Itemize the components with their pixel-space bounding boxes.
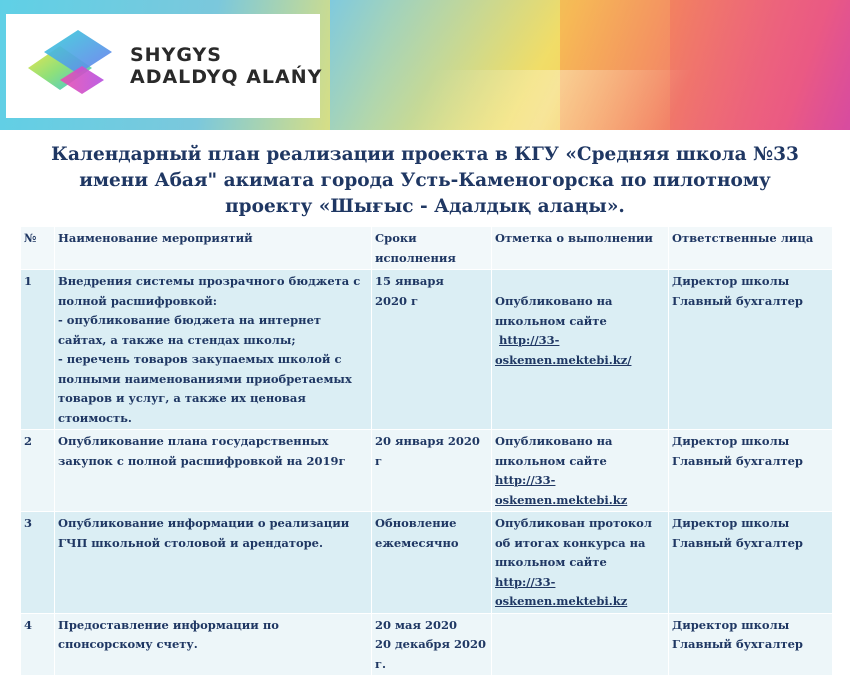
row-date-line: 15 января xyxy=(375,274,444,288)
row-resp-line: Главный бухгалтер xyxy=(672,453,803,468)
row-resp-line: Директор школы xyxy=(672,274,790,288)
row-resp-line: Директор школы xyxy=(672,617,790,632)
row-name xyxy=(55,270,372,430)
banner-highlight xyxy=(406,70,694,130)
row-resp xyxy=(669,613,833,676)
row-date-line: Обновление ежемесячно xyxy=(375,516,459,550)
row-mark-text: Опубликован протокол об итогах конкурса на школьном сайте xyxy=(495,516,652,569)
row-date-line: 20 января 2020 г xyxy=(375,434,480,468)
row-date xyxy=(372,512,492,614)
logo-line-1: SHYGYS xyxy=(130,44,222,66)
row-resp-line: Главный бухгалтер xyxy=(672,293,803,308)
row-name-line: Предоставление информации по спонсорскому счету. xyxy=(58,617,279,651)
calendar-plan-table xyxy=(20,226,833,676)
row-num: 1 xyxy=(21,270,55,430)
header-resp: Ответственные лица xyxy=(669,227,833,270)
row-num: 2 xyxy=(21,430,55,512)
row-name-line: Опубликование информации о реализации ГЧП школьной столовой и арендаторе. xyxy=(58,516,350,550)
logo-icon xyxy=(20,22,120,110)
logo xyxy=(6,14,323,118)
row-mark xyxy=(492,512,669,614)
row-mark xyxy=(492,270,669,430)
header-banner xyxy=(0,0,850,130)
table-header-row xyxy=(21,227,833,270)
row-mark-link[interactable]: http://33-oskemen.mektebi.kz/ xyxy=(495,333,632,367)
table-row xyxy=(21,270,833,430)
row-mark-link[interactable]: http://33-oskemen.mektebi.kz xyxy=(495,574,628,608)
row-resp xyxy=(669,270,833,430)
row-name-line: - перечень товаров закупаемых школой с полными наименованиями приобретаемых товаров и услуг, а также их ценовая стоимость. xyxy=(58,352,352,425)
row-name xyxy=(55,613,372,676)
row-date-line: 20 декабря 2020 г. xyxy=(375,637,486,671)
header-num: № xyxy=(21,227,55,270)
row-name xyxy=(55,512,372,614)
row-name-line: Внедрения системы прозрачного бюджета с полной расшифровкой: xyxy=(58,274,361,308)
row-name xyxy=(55,430,372,512)
header-name: Наименование мероприятий xyxy=(55,227,372,270)
row-num: 4 xyxy=(21,613,55,676)
row-resp-line: Директор школы xyxy=(672,434,790,448)
row-mark-text: Опубликовано на школьном сайте xyxy=(495,434,613,468)
row-resp-line: Главный бухгалтер xyxy=(672,535,803,550)
row-name-line: - опубликование бюджета на интернет сайтах, а также на стендах школы; xyxy=(58,313,322,347)
table-row xyxy=(21,512,833,614)
row-date-line: 2020 г xyxy=(375,293,419,308)
row-resp-line: Главный бухгалтер xyxy=(672,637,803,651)
row-date xyxy=(372,430,492,512)
row-name-line: Опубликование плана государственных закупок с полной расшифровкой на 2019г xyxy=(58,434,346,468)
row-resp xyxy=(669,512,833,614)
header-date: Сроки исполнения xyxy=(372,227,492,270)
row-date xyxy=(372,270,492,430)
row-mark xyxy=(492,613,669,676)
row-date xyxy=(372,613,492,676)
row-mark xyxy=(492,430,669,512)
row-mark-link[interactable]: http://33-oskemen.mektebi.kz xyxy=(495,473,628,507)
logo-wordmark xyxy=(130,44,322,88)
row-mark-text: Опубликовано на школьном сайте xyxy=(495,294,613,328)
row-num: 3 xyxy=(21,512,55,614)
row-resp-line: Директор школы xyxy=(672,516,790,530)
logo-line-2: ADALDYQ ALAŃY xyxy=(130,66,323,88)
row-date-line: 20 мая 2020 xyxy=(375,617,457,632)
document-title: Календарный план реализации проекта в КГУ «Средняя школа №33 имени Абая" акимата города Усть-Каменогорска по пилотному проекту «Шығыс - Адалдық алаңы». xyxy=(51,144,799,217)
row-resp xyxy=(669,430,833,512)
header-mark: Отметка о выполнении xyxy=(492,227,669,270)
table-row xyxy=(21,613,833,676)
table-row xyxy=(21,430,833,512)
